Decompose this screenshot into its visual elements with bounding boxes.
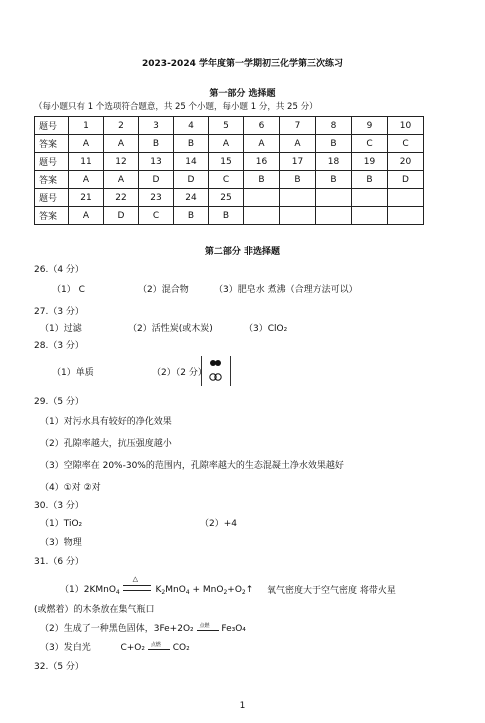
heat-triangle-icon: △ — [132, 575, 139, 583]
equals-sign-icon — [123, 585, 151, 591]
answer-table — [34, 116, 424, 225]
question-number-cell: 12 — [104, 153, 139, 171]
q30-answer-3: （3）物理 — [40, 538, 82, 548]
question-number-cell: 16 — [244, 153, 280, 171]
q29-answer-2: （2）孔隙率越大，抗压强度越小 — [40, 439, 172, 449]
q27-answer-1: （1）过滤 — [40, 324, 82, 334]
eq1-product-o-sub: 2 — [241, 589, 246, 596]
question-number-cell: 9 — [352, 117, 388, 135]
table-row-numbers — [35, 189, 424, 207]
question-number-cell: 1 — [69, 117, 104, 135]
eq1-reactant-sub: 4 — [115, 589, 120, 596]
q26-heading: 26.（4 分） — [34, 265, 84, 275]
answer-cell: C — [388, 135, 424, 153]
q31-heading: 31.（6 分） — [34, 557, 84, 567]
question-number-cell: 15 — [209, 153, 244, 171]
q29-answer-1: （1）对污水具有较好的净化效果 — [40, 417, 172, 427]
question-number-cell: 18 — [316, 153, 352, 171]
q30-answer-2: （2）+4 — [200, 519, 237, 529]
q27-answer-2: （2）活性炭(或木炭) — [128, 324, 213, 334]
eq1-reactant: 2KMnO — [83, 585, 116, 595]
ignition-arrow-icon-2 — [148, 641, 170, 650]
question-number-cell — [352, 189, 388, 207]
row-label-question: 题号 — [35, 153, 69, 171]
q32-heading: 32.（5 分） — [34, 662, 84, 672]
answer-cell — [316, 207, 352, 225]
table-row-numbers — [35, 117, 424, 135]
question-number-cell: 3 — [139, 117, 174, 135]
answer-cell — [352, 207, 388, 225]
q26-answer-1: （1） C — [52, 285, 85, 295]
row-label-answer: 答案 — [35, 135, 69, 153]
answer-cell: C — [352, 135, 388, 153]
question-number-cell: 11 — [69, 153, 104, 171]
answer-cell: C — [139, 207, 174, 225]
answer-cell: A — [69, 135, 104, 153]
q31-answer-3 — [40, 642, 190, 654]
row-label-answer: 答案 — [35, 207, 69, 225]
q29-answer-3: （3）空隙率在 20%-30%的范围内，孔隙率越大的生态混凝土净水效果越好 — [40, 461, 344, 471]
answer-cell: D — [174, 171, 209, 189]
answer-cell: A — [280, 135, 316, 153]
question-number-cell — [388, 189, 424, 207]
eq1-product-mno2-sub: 2 — [223, 589, 228, 596]
row-label-question: 题号 — [35, 117, 69, 135]
answer-cell: B — [352, 171, 388, 189]
question-number-cell: 5 — [209, 117, 244, 135]
q26-answer-2: （2）混合物 — [138, 285, 189, 295]
question-number-cell: 4 — [174, 117, 209, 135]
q31-answer-1-equation — [60, 575, 254, 599]
q31-answer-2-text: （2）生成了一种黑色固体，3Fe+2O₂ — [40, 624, 194, 634]
q26-answer-3: （3）肥皂水 煮沸（合理方法可以） — [214, 285, 358, 295]
question-number-cell — [244, 189, 280, 207]
question-number-cell: 13 — [139, 153, 174, 171]
table-row-answers — [35, 207, 424, 225]
molecule-diagram — [202, 356, 230, 386]
q29-heading: 29.（5 分） — [34, 397, 84, 407]
answer-cell: A — [104, 135, 139, 153]
molecule-diagram-box — [201, 356, 231, 386]
eq1-product-o: +O — [227, 585, 242, 595]
q28-answer-2: （2）（2 分） — [152, 368, 207, 378]
answer-cell: A — [69, 171, 104, 189]
question-number-cell: 19 — [352, 153, 388, 171]
answer-cell: A — [69, 207, 104, 225]
q28-answer-1: （1）单质 — [52, 368, 94, 378]
part1-heading: 第一部分 选择题 — [209, 89, 276, 99]
question-number-cell: 24 — [174, 189, 209, 207]
table-row-answers — [35, 135, 424, 153]
answer-cell: A — [244, 135, 280, 153]
question-number-cell: 25 — [209, 189, 244, 207]
q31-answer-3-product: CO₂ — [172, 643, 190, 653]
row-label-question: 题号 — [35, 189, 69, 207]
q27-heading: 27.（3 分） — [34, 307, 84, 317]
q29-answer-4: （4）①对 ②对 — [40, 483, 101, 493]
ignition-label-2: 点燃 — [150, 641, 161, 648]
answer-cell: D — [104, 207, 139, 225]
answer-cell: D — [388, 171, 424, 189]
answer-cell — [280, 207, 316, 225]
answer-cell — [244, 207, 280, 225]
answer-cell: A — [209, 135, 244, 153]
eq1-product-k: K — [155, 585, 162, 595]
answer-cell — [388, 207, 424, 225]
q31-answer-1-prefix: （1） — [60, 585, 84, 595]
question-number-cell: 2 — [104, 117, 139, 135]
table-row-answers — [35, 171, 424, 189]
part2-heading: 第二部分 非选择题 — [204, 247, 281, 257]
question-number-cell: 21 — [69, 189, 104, 207]
q31-answer-3-text: （3）发白光 — [40, 643, 91, 653]
answer-cell: C — [209, 171, 244, 189]
gas-arrow-icon: ↑ — [245, 585, 254, 595]
q31-answer-2-product: Fe₃O₄ — [221, 624, 246, 634]
part1-instruction: （每小题只有 1 个选项符合题意，共 25 个小题，每小题 1 分，共 25 分） — [34, 102, 318, 112]
table-row-numbers — [35, 153, 424, 171]
eq1-condition — [123, 575, 153, 592]
eq1-product-mno2: + MnO — [189, 585, 224, 595]
question-number-cell: 23 — [139, 189, 174, 207]
answer-cell: B — [174, 207, 209, 225]
eq1-product-mno: MnO — [165, 585, 186, 595]
eq1-product-k-sub: 2 — [161, 589, 166, 596]
ignition-label: 点燃 — [199, 622, 210, 629]
q30-heading: 30.（3 分） — [34, 501, 84, 511]
q31-answer-1-tail: 氧气密度大于空气密度 将带火星 — [267, 586, 396, 596]
question-number-cell: 22 — [104, 189, 139, 207]
q27-answer-3: （3）ClO₂ — [244, 324, 288, 334]
question-number-cell: 10 — [388, 117, 424, 135]
q31-answer-2 — [40, 623, 246, 635]
page-number: 1 — [239, 701, 246, 711]
answer-cell: B — [174, 135, 209, 153]
answer-cell: B — [244, 171, 280, 189]
answer-cell: A — [104, 171, 139, 189]
answer-cell: D — [139, 171, 174, 189]
q31-answer-3-reactants: C+O₂ — [120, 643, 146, 653]
answer-cell: B — [316, 135, 352, 153]
answer-cell: B — [280, 171, 316, 189]
eq1-product-mno-sub: 4 — [185, 589, 190, 596]
document-title: 2023-2024 学年度第一学期初三化学第三次练习 — [142, 59, 343, 69]
question-number-cell: 20 — [388, 153, 424, 171]
question-number-cell: 14 — [174, 153, 209, 171]
answer-cell: B — [209, 207, 244, 225]
q31-answer-1-continued: (或燃着）的木条放在集气瓶口 — [34, 605, 155, 615]
q30-answer-1: （1）TiO₂ — [40, 519, 83, 529]
question-number-cell — [280, 189, 316, 207]
question-number-cell: 7 — [280, 117, 316, 135]
row-label-answer: 答案 — [35, 171, 69, 189]
ignition-arrow-icon — [197, 622, 219, 631]
q28-heading: 28.（3 分） — [34, 341, 84, 351]
question-number-cell: 17 — [280, 153, 316, 171]
question-number-cell — [316, 189, 352, 207]
question-number-cell: 8 — [316, 117, 352, 135]
answer-cell: B — [139, 135, 174, 153]
question-number-cell: 6 — [244, 117, 280, 135]
answer-cell: B — [316, 171, 352, 189]
